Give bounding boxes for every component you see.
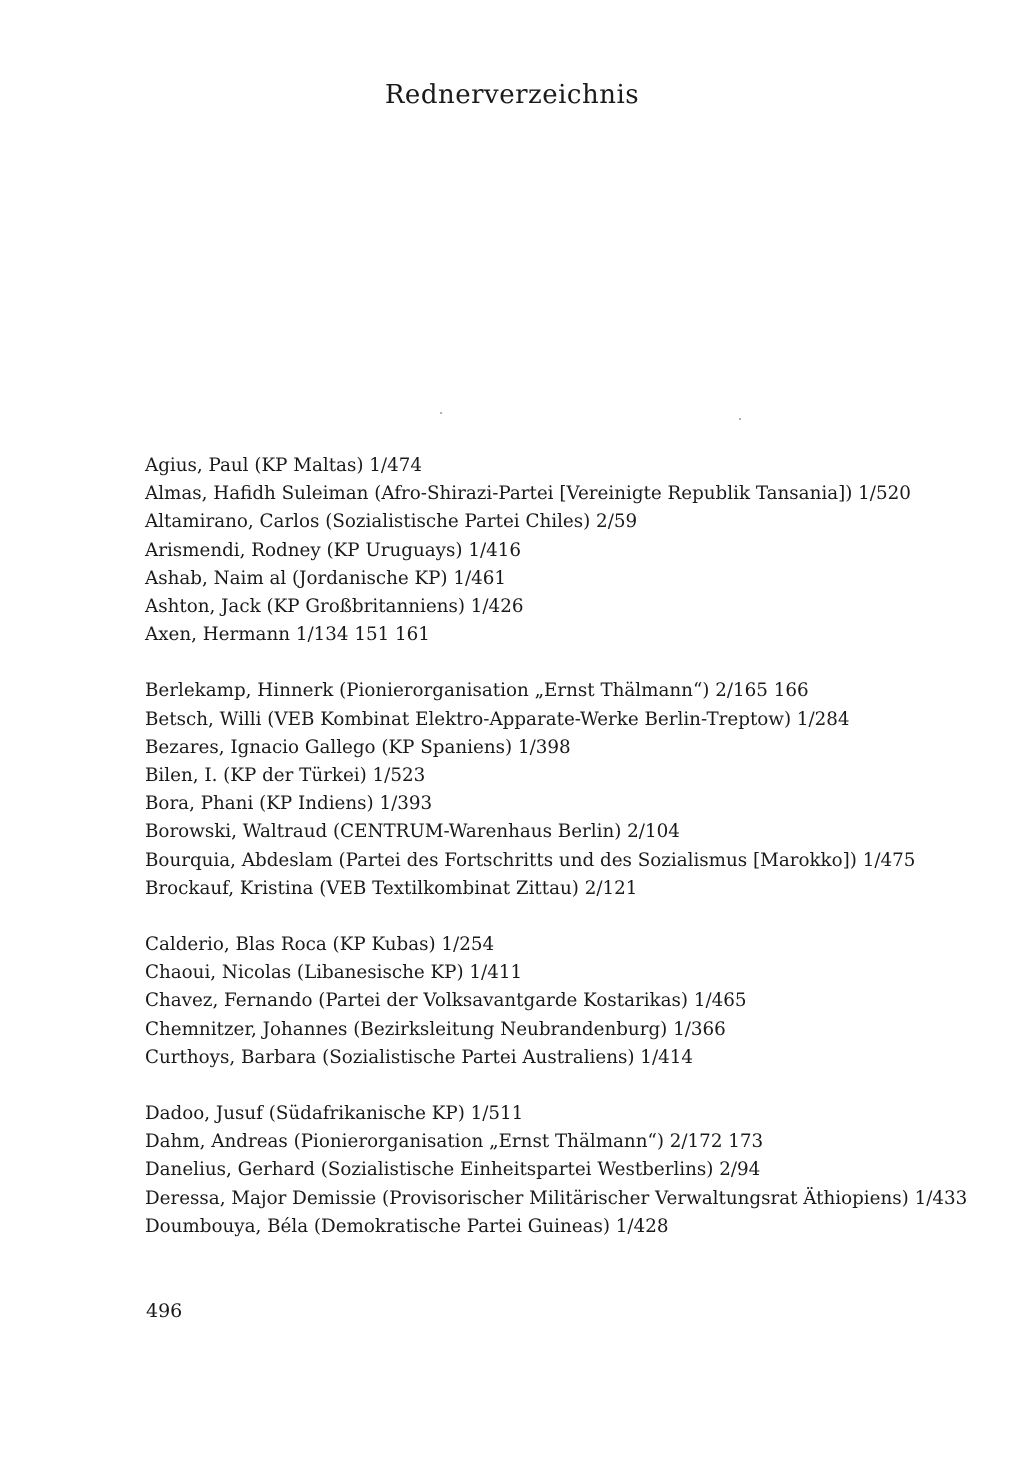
index-entry: Altamirano, Carlos (Sozialistische Partei Chiles) 2/59: [145, 511, 638, 533]
index-entry: Bilen, I. (KP der Türkei) 1/523: [145, 765, 426, 787]
index-group-c: [145, 931, 975, 1072]
index-entry: Dahm, Andreas (Pionierorganisation „Ernst Thälmann“) 2/172 173: [145, 1131, 764, 1153]
index-entry: Brockauf, Kristina (VEB Textilkombinat Zittau) 2/121: [145, 877, 638, 899]
index-entry: Axen, Hermann 1/134 151 161: [145, 624, 430, 646]
page-title: Rednerverzeichnis: [384, 80, 640, 110]
index-entry: Chemnitzer, Johannes (Bezirksleitung Neubrandenburg) 1/366: [145, 1018, 726, 1040]
index-entry: Danelius, Gerhard (Sozialistische Einheitspartei Westberlins) 2/94: [145, 1159, 761, 1181]
index-entry: Bora, Phani (KP Indiens) 1/393: [145, 793, 433, 815]
index-entry: Chavez, Fernando (Partei der Volksavantgarde Kostarikas) 1/465: [145, 990, 747, 1012]
index-entry: Doumbouya, Béla (Demokratische Partei Guineas) 1/428: [145, 1215, 669, 1237]
index-entry: Dadoo, Jusuf (Südafrikanische KP) 1/511: [145, 1103, 524, 1125]
page-number: 496: [146, 1300, 183, 1322]
index-entry: Deressa, Major Demissie (Provisorischer Militärischer Verwaltungsrat Äthiopiens) 1/433: [145, 1187, 968, 1209]
index-entry: Almas, Hafidh Suleiman (Afro-Shirazi-Partei [Vereinigte Republik Tansania]) 1/520: [145, 483, 911, 505]
index-entry: Chaoui, Nicolas (Libanesische KP) 1/411: [145, 962, 523, 984]
index-group-a: [145, 452, 975, 649]
speaker-index: [145, 452, 975, 1269]
index-entry: Bourquia, Abdeslam (Partei des Fortschritts und des Sozialismus [Marokko]) 1/475: [145, 849, 916, 871]
index-group-d: [145, 1100, 975, 1241]
index-entry: Borowski, Waltraud (CENTRUM-Warenhaus Berlin) 2/104: [145, 821, 680, 843]
index-entry: Betsch, Willi (VEB Kombinat Elektro-Apparate-Werke Berlin-Treptow) 1/284: [145, 708, 850, 730]
scan-speck: [739, 418, 741, 420]
index-entry: Ashab, Naim al (Jordanische KP) 1/461: [145, 567, 507, 589]
index-entry: Ashton, Jack (KP Großbritanniens) 1/426: [145, 596, 524, 618]
index-entry: Calderio, Blas Roca (KP Kubas) 1/254: [145, 934, 495, 956]
scan-speck: [440, 412, 442, 414]
index-group-b: [145, 677, 975, 903]
index-entry: Arismendi, Rodney (KP Uruguays) 1/416: [145, 539, 522, 561]
index-entry: Bezares, Ignacio Gallego (KP Spaniens) 1/398: [145, 736, 571, 758]
index-entry: Berlekamp, Hinnerk (Pionierorganisation „Ernst Thälmann“) 2/165 166: [145, 680, 809, 702]
index-entry: Curthoys, Barbara (Sozialistische Partei Australiens) 1/414: [145, 1046, 693, 1068]
index-entry: Agius, Paul (KP Maltas) 1/474: [145, 455, 422, 476]
